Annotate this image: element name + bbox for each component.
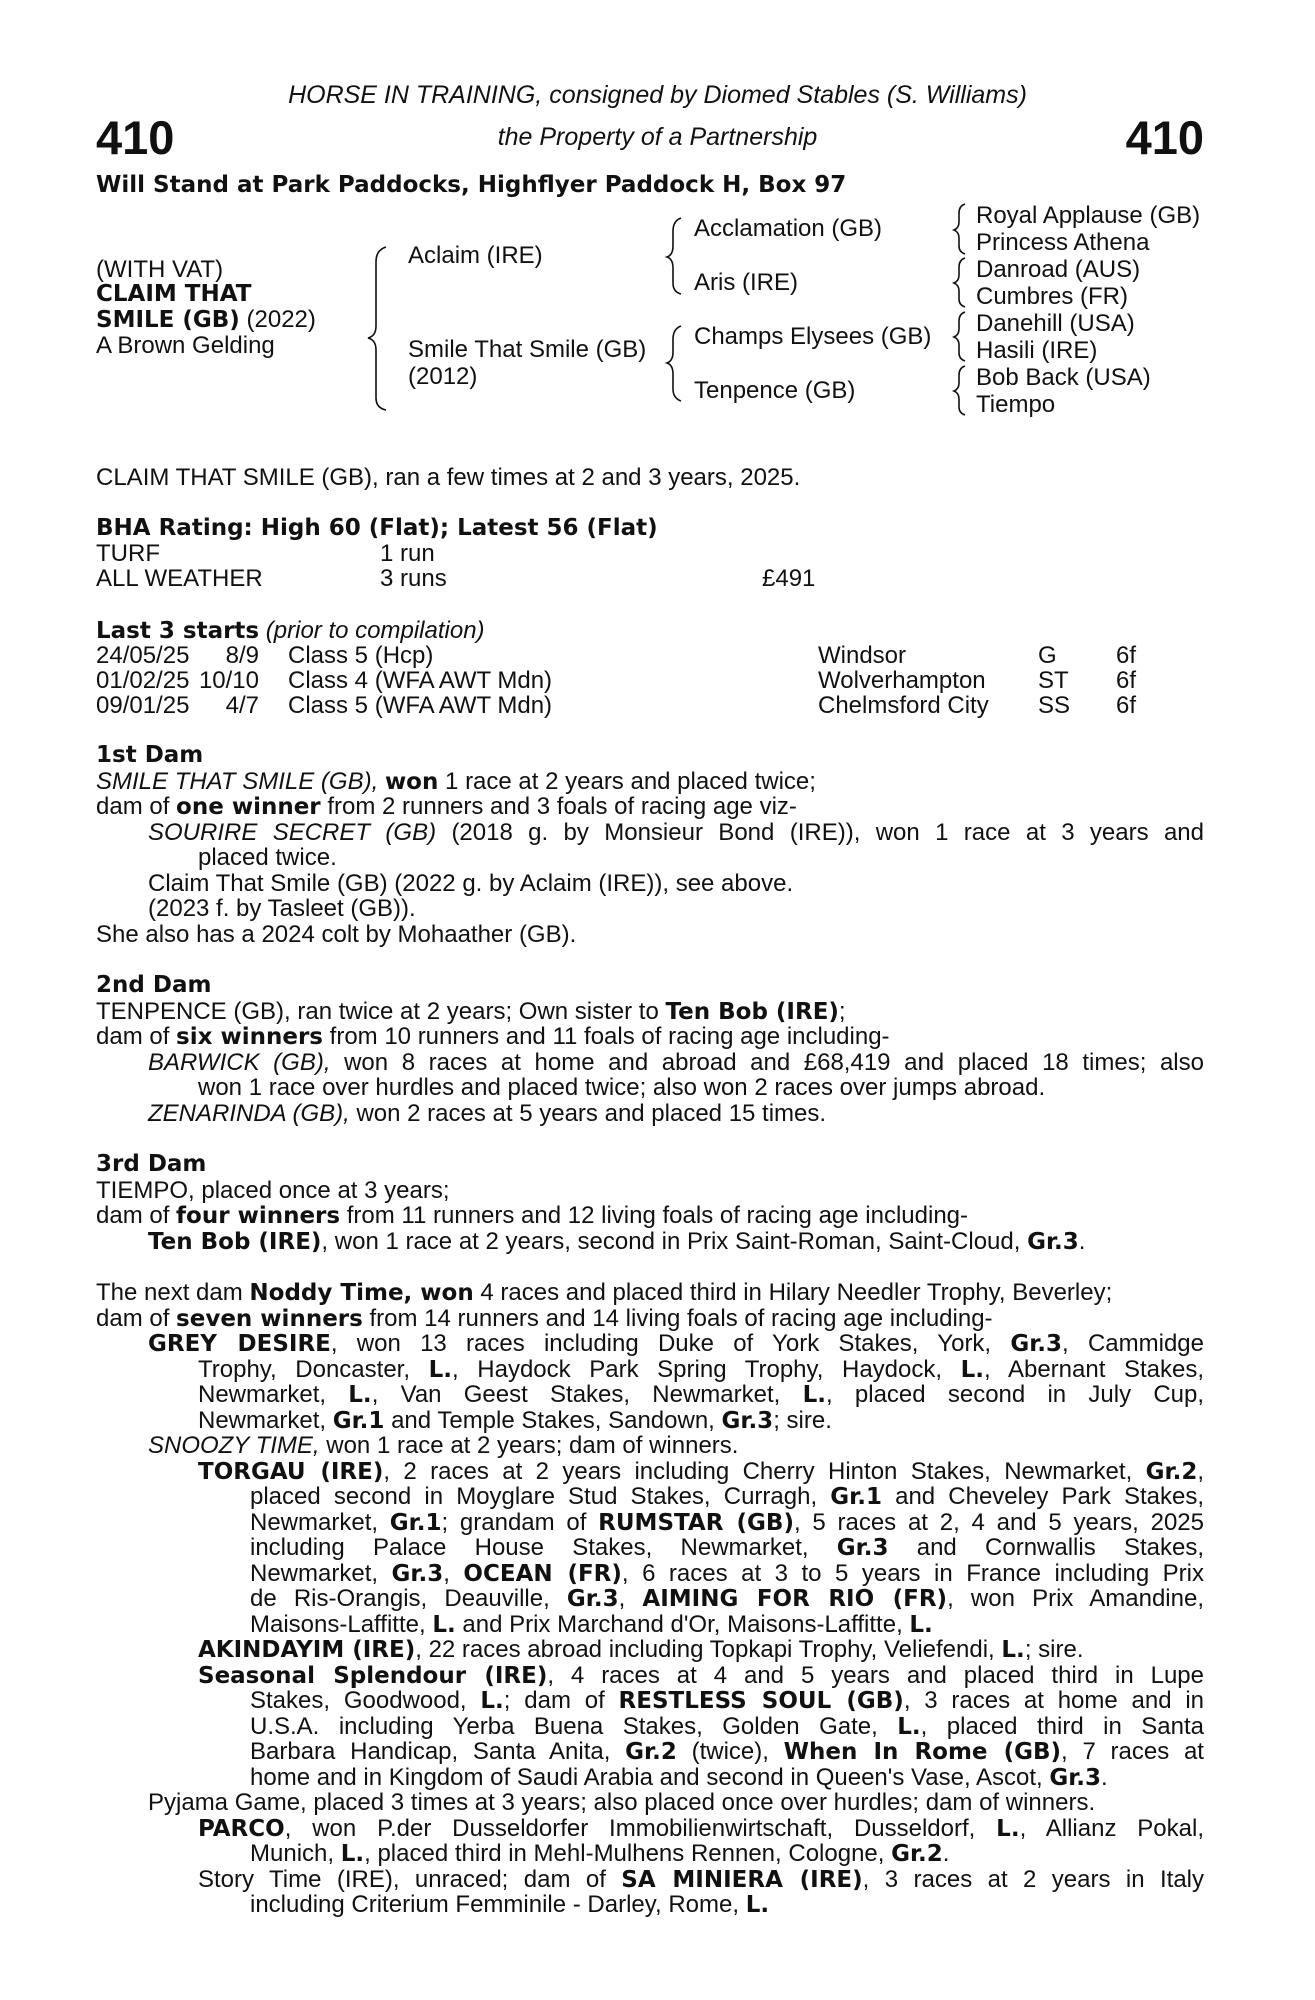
brace-dam — [667, 326, 681, 401]
parco-line1: PARCO, won P.der Dusseldorfer Immobilienwirtschaft, Dusseldorf, L., Allianz Pokal, — [198, 1815, 1204, 1842]
horse-year: (2022) — [246, 306, 316, 333]
brace-sire — [667, 218, 681, 294]
ggp-ssd: Princess Athena — [976, 229, 1150, 256]
dam1-line1: SMILE THAT SMILE (GB), won 1 race at 2 years and placed twice; — [96, 768, 816, 795]
rating-row-turf — [96, 540, 435, 567]
lot-number-left: 410 — [96, 111, 175, 164]
brace-ss — [954, 204, 965, 254]
dam3-line2: dam of four winners from 11 runners and 12 living foals of racing age including- — [96, 1202, 969, 1229]
dam1-line7: She also has a 2024 colt by Mohaather (GB). — [96, 921, 577, 948]
snoozy-time: SNOOZY TIME, won 1 race at 2 years; dam of winners. — [148, 1432, 739, 1459]
next-dam-line1: The next dam Noddy Time, won 4 races and placed third in Hilary Needler Trophy, Beverley; — [96, 1279, 1113, 1306]
torgau-line6: de Ris-Orangis, Deauville, Gr.3, AIMING FOR RIO (FR), won Prix Amandine, — [250, 1585, 1204, 1612]
lot-number-right: 410 — [1125, 111, 1204, 164]
ggp-sdd: Cumbres (FR) — [976, 283, 1129, 310]
runs: 1 run — [380, 540, 435, 567]
brace-main — [368, 247, 386, 410]
ggp-ddd: Tiempo — [976, 391, 1056, 418]
start-row: 09/01/25 4/7 Class 5 (WFA AWT Mdn) Chelmsford City SS 6f — [96, 692, 1137, 719]
parco-line2: Munich, L., placed third in Mehl-Mulhens Rennen, Cologne, Gr.2. — [250, 1840, 950, 1867]
dam1-line6: (2023 f. by Tasleet (GB)). — [148, 895, 416, 922]
brace-ds — [954, 312, 965, 361]
dam2-line5: ZENARINDA (GB), won 2 races at 5 years and placed 15 times. — [148, 1100, 827, 1127]
next-dam-line2: dam of seven winners from 14 runners and 14 living foals of racing age including- — [96, 1305, 993, 1332]
seasonal-line3: U.S.A. including Yerba Buena Stakes, Golden Gate, L., placed third in Santa — [250, 1713, 1204, 1740]
sire-sire: Acclamation (GB) — [694, 215, 883, 242]
dam3-heading: 3rd Dam — [96, 1151, 207, 1177]
sire-dam: Aris (IRE) — [694, 269, 798, 296]
seasonal-line2: Stakes, Goodwood, L.; dam of RESTLESS SOUL (GB), 3 races at home and in — [250, 1687, 1205, 1714]
dam2-line2: dam of six winners from 10 runners and 11 foals of racing age including- — [96, 1023, 890, 1050]
consignor-title: HORSE IN TRAINING, consigned by Diomed Stables (S. Williams) — [288, 81, 1027, 109]
ggp-sds: Danroad (AUS) — [976, 256, 1141, 283]
vat-note: (WITH VAT) — [96, 256, 224, 283]
sire-name: Aclaim (IRE) — [408, 242, 543, 269]
torgau-line3: Newmarket, Gr.1; grandam of RUMSTAR (GB), 5 races at 2, 4 and 5 years, 2025 — [250, 1509, 1205, 1536]
surface: ALL WEATHER — [96, 565, 263, 592]
brace-dd — [954, 366, 965, 415]
torgau-line5: Newmarket, Gr.3, OCEAN (FR), 6 races at 3 to 5 years in France including Prix — [250, 1560, 1205, 1587]
dam-sire: Champs Elysees (GB) — [694, 323, 932, 350]
dam1-heading: 1st Dam — [96, 742, 204, 768]
dam-dam: Tenpence (GB) — [694, 377, 856, 404]
ggp-dss: Danehill (USA) — [976, 310, 1135, 337]
last-starts-heading: Last 3 starts (prior to compilation) — [96, 617, 485, 644]
stand-location: Will Stand at Park Paddocks, Highflyer Paddock H, Box 97 — [96, 172, 847, 198]
rating-row-aw — [96, 565, 816, 592]
story-time-line1: Story Time (IRE), unraced; dam of SA MINIERA (IRE), 3 races at 2 years in Italy — [198, 1866, 1205, 1893]
torgau-line2: placed second in Moyglare Stud Stakes, Curragh, Gr.1 and Cheveley Park Stakes, — [250, 1483, 1204, 1510]
grey-desire-line4: Newmarket, Gr.1 and Temple Stakes, Sandown, Gr.3; sire. — [198, 1407, 832, 1434]
dam2-line1: TENPENCE (GB), ran twice at 2 years; Own sister to Ten Bob (IRE); — [96, 998, 846, 1025]
horse-name: SMILE (GB) — [96, 307, 240, 333]
seasonal-line1: Seasonal Splendour (IRE), 4 races at 4 and 5 years and placed third in Lupe — [198, 1662, 1205, 1689]
dam2-line4: won 1 race over hurdles and placed twice; also won 2 races over jumps abroad. — [198, 1074, 1046, 1101]
seasonal-line5: home and in Kingdom of Saudi Arabia and second in Queen's Vase, Ascot, Gr.3. — [250, 1764, 1108, 1791]
pyjama-game: Pyjama Game, placed 3 times at 3 years; also placed once over hurdles; dam of winners. — [148, 1789, 1096, 1816]
horse-name-line1: CLAIM THAT — [96, 281, 252, 307]
dam1-line3: SOURIRE SECRET (GB) (2018 g. by Monsieur Bond (IRE)), won 1 race at 3 years and — [148, 819, 1205, 846]
ggp-dds: Bob Back (USA) — [976, 364, 1151, 391]
grey-desire-line2: Trophy, Doncaster, L., Haydock Park Spring Trophy, Haydock, L., Abernant Stakes, — [198, 1356, 1204, 1383]
dam3-line3: Ten Bob (IRE), won 1 race at 2 years, second in Prix Saint-Roman, Saint-Cloud, Gr.3. — [148, 1228, 1086, 1255]
start-row: 01/02/25 10/10 Class 4 (WFA AWT Mdn) Wolverhampton ST 6f — [96, 667, 1137, 694]
dam-name: Smile That Smile (GB) — [408, 336, 647, 363]
ggp-dsd: Hasili (IRE) — [976, 337, 1098, 364]
grey-desire-line1: GREY DESIRE, won 13 races including Duke of York Stakes, York, Gr.3, Cammidge — [148, 1330, 1205, 1357]
property-subtitle: the Property of a Partnership — [497, 123, 818, 151]
akindayim: AKINDAYIM (IRE), 22 races abroad including Topkapi Trophy, Veliefendi, L.; sire. — [198, 1636, 1084, 1663]
seasonal-line4: Barbara Handicap, Santa Anita, Gr.2 (twice), When In Rome (GB), 7 races at — [250, 1738, 1204, 1765]
runs: 3 runs — [380, 565, 447, 592]
dam1-line5: Claim That Smile (GB) (2022 g. by Aclaim (IRE)), see above. — [148, 870, 794, 897]
torgau-line1: TORGAU (IRE), 2 races at 2 years including Cherry Hinton Stakes, Newmarket, Gr.2, — [198, 1458, 1205, 1485]
ggp-sss: Royal Applause (GB) — [976, 202, 1201, 229]
brace-sd — [954, 258, 965, 307]
dam-year: (2012) — [408, 363, 478, 390]
story-time-line2: including Criterium Femminile - Darley, Rome, L. — [250, 1891, 770, 1918]
torgau-line4: including Palace House Stakes, Newmarket, Gr.3 and Cornwallis Stakes, — [250, 1534, 1204, 1561]
bha-rating: BHA Rating: High 60 (Flat); Latest 56 (Flat) — [96, 515, 658, 541]
dam1-line2: dam of one winner from 2 runners and 3 foals of racing age viz- — [96, 793, 797, 820]
start-row: 24/05/25 8/9 Class 5 (Hcp) Windsor G 6f — [96, 642, 1137, 669]
torgau-line7: Maisons-Laffitte, L. and Prix Marchand d'Or, Maisons-Laffitte, L. — [250, 1611, 933, 1638]
dam2-heading: 2nd Dam — [96, 972, 212, 998]
prize-money: £491 — [762, 565, 816, 592]
surface: TURF — [96, 540, 160, 567]
dam3-line1: TIEMPO, placed once at 3 years; — [96, 1177, 450, 1204]
race-summary: CLAIM THAT SMILE (GB), ran a few times at 2 and 3 years, 2025. — [96, 464, 801, 491]
dam1-line4: placed twice. — [198, 844, 337, 871]
grey-desire-line3: Newmarket, L., Van Geest Stakes, Newmarket, L., placed second in July Cup, — [198, 1381, 1205, 1408]
horse-description: A Brown Gelding — [96, 332, 275, 359]
dam2-line3: BARWICK (GB), won 8 races at home and abroad and £68,419 and placed 18 times; also — [148, 1049, 1204, 1076]
